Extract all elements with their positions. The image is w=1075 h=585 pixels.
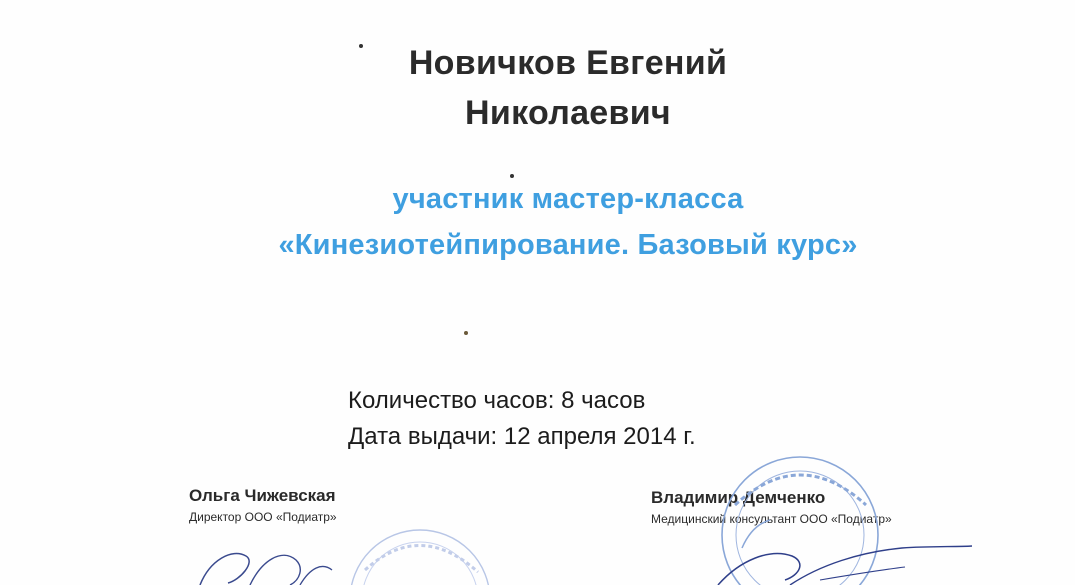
left-signatory-role: Директор ООО «Подиатр» — [189, 510, 337, 524]
recipient-name-line2: Николаевич — [465, 94, 671, 132]
right-signatory-role: Медицинский консультант ООО «Подиатр» — [651, 512, 892, 526]
left-signature — [200, 554, 332, 585]
hours-text: Количество часов: 8 часов — [348, 387, 646, 414]
right-signatory-name: Владимир Демченко — [651, 488, 826, 507]
award-title-line1: участник мастер-класса — [392, 183, 744, 215]
ink-speck — [510, 174, 514, 178]
ink-speck — [464, 331, 468, 335]
right-signature — [718, 546, 972, 585]
issue-date-text: Дата выдачи: 12 апреля 2014 г. — [348, 423, 696, 450]
left-stamp-seal — [350, 530, 490, 585]
ink-speck — [359, 44, 363, 48]
left-signatory-name: Ольга Чижевская — [189, 486, 336, 505]
recipient-name-line1: Новичков Евгений — [408, 44, 728, 82]
award-title-line2: «Кинезиотейпирование. Базовый курс» — [278, 229, 858, 261]
